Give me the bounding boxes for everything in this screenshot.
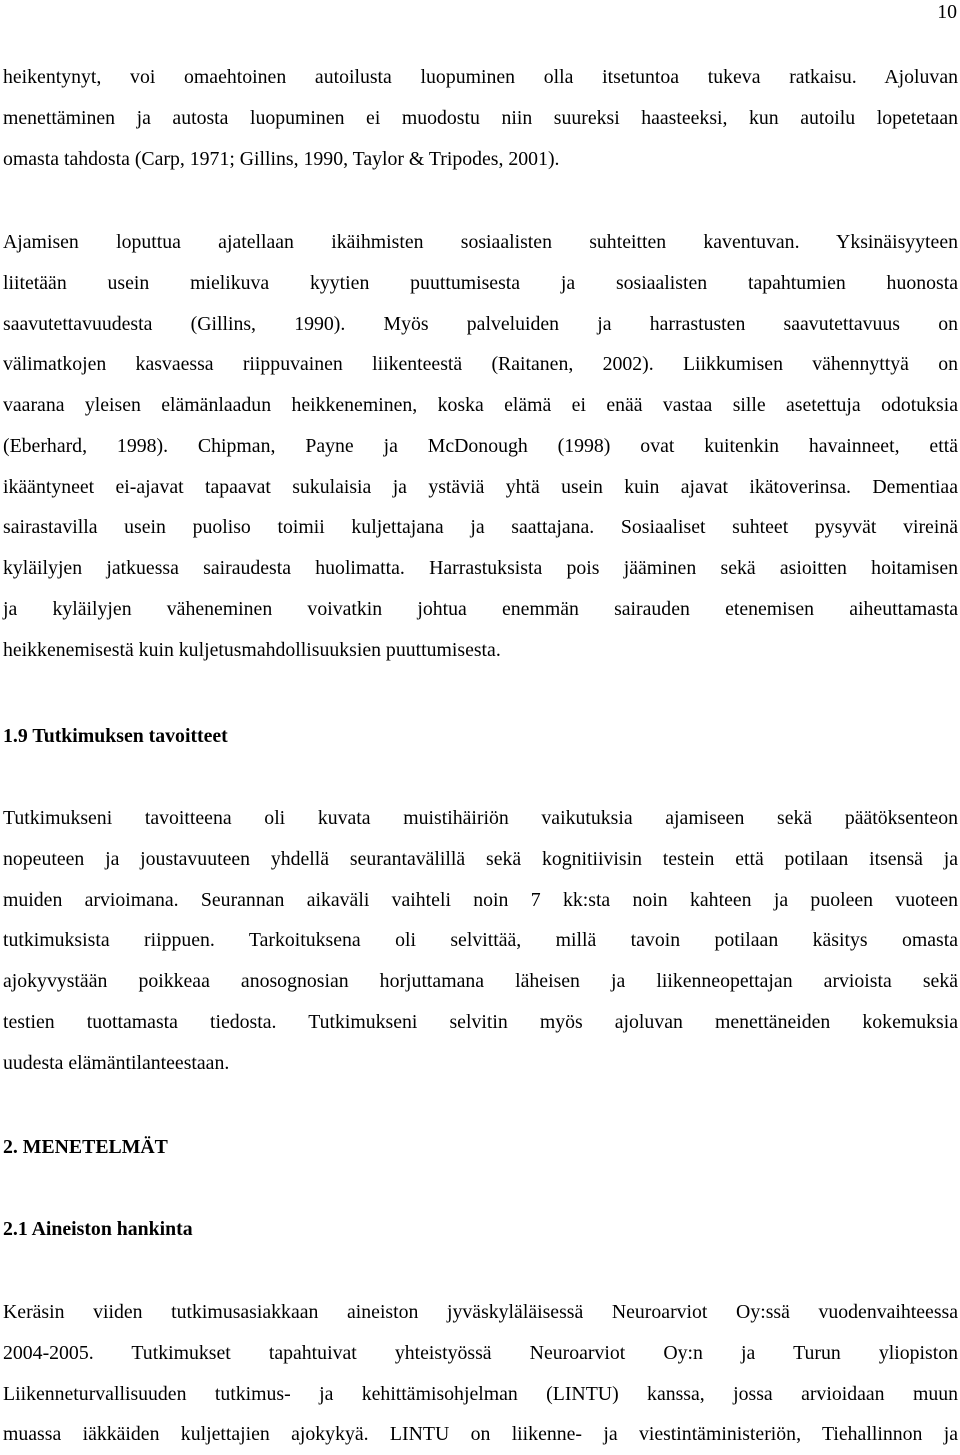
- paragraph-line: ja kyläilyjen väheneminen voivatkin johtua enemmän sairauden etenemisen aiheuttamasta: [3, 597, 958, 620]
- paragraph-line: tutkimuksista riippuen. Tarkoituksena oli selvittää, millä tavoin potilaan käsitys omasta: [3, 929, 958, 952]
- paragraph-line: testien tuottamasta tiedosta. Tutkimukseni selvitin myös ajoluvan menettäneiden kokemuksia: [3, 1010, 958, 1033]
- paragraph-3: [3, 798, 958, 1083]
- paragraph-line: kyläilyjen jatkuessa sairaudesta huolimatta. Harrastuksista pois jääminen sekä asioitten hoitamisen: [3, 557, 958, 579]
- paragraph-line: saavutettavuudesta (Gillins, 1990). Myös palveluiden ja harrastusten saavutettavuus on: [3, 312, 958, 335]
- paragraph-line: liitetään usein mielikuva kyytien puuttumisesta ja sosiaalisten tapahtumien huonosta: [3, 271, 958, 294]
- paragraph-line: Ajamisen loputtua ajatellaan ikäihmisten sosiaalisten suhteitten kaventuvan. Yksinäisyyteen: [3, 231, 958, 253]
- paragraph-4: [3, 1292, 958, 1455]
- paragraph-line: muiden arvioimana. Seurannan aikaväli vaihteli noin 7 kk:sta noin kahteen ja puoleen vuoteen: [3, 888, 958, 911]
- paragraph-line: vaarana yleisen elämänlaadun heikkeneminen, koska elämä ei enää vastaa sille asetettuja odotuksia: [3, 394, 958, 416]
- paragraph-line: heikentynyt, voi omaehtoinen autoilusta luopuminen olla itsetuntoa tukeva ratkaisu. Ajoluvan: [3, 66, 958, 88]
- section-heading-2: 2. MENETELMÄT: [3, 1136, 168, 1158]
- paragraph-line: nopeuteen ja joustavuuteen yhdellä seurantavälillä sekä kognitiivisin testein että potilaan itsensä ja: [3, 847, 958, 870]
- paragraph-line: heikkenemisestä kuin kuljetusmahdollisuuksien puuttumisesta.: [3, 638, 501, 661]
- paragraph-line: Liikenneturvallisuuden tutkimus- ja kehittämisohjelman (LINTU) kanssa, jossa arvioidaan muun: [3, 1382, 958, 1405]
- paragraph-line: Keräsin viiden tutkimusasiakkaan aineiston jyväskyläläisessä Neuroarviot Oy:ssä vuodenvaihteessa: [3, 1301, 958, 1323]
- paragraph-line: (Eberhard, 1998). Chipman, Payne ja McDonough (1998) ovat kuitenkin havainneet, että: [3, 434, 958, 457]
- paragraph-line: ajokyvystään poikkeaa anosognosian horjuttamana läheisen ja liikenneopettajan arvioista sekä: [3, 970, 958, 992]
- paragraph-line: sairastavilla usein puoliso toimii kuljettajana ja saattajana. Sosiaaliset suhteet pysyvät vireinä: [3, 516, 958, 539]
- paragraph-line: välimatkojen kasvaessa riippuvainen liikenteestä (Raitanen, 2002). Liikkumisen vähennyttyä on: [3, 353, 958, 376]
- paragraph-line: uudesta elämäntilanteestaan.: [3, 1051, 230, 1074]
- paragraph-line: ikääntyneet ei-ajavat tapaavat sukulaisia ja ystäviä yhtä usein kuin ajavat ikätoverinsa. Dementiaa: [3, 475, 958, 498]
- paragraph-2: [3, 222, 958, 670]
- paragraph-line: 2004-2005. Tutkimukset tapahtuivat yhteistyössä Neuroarviot Oy:n ja Turun yliopiston: [3, 1341, 958, 1364]
- page-number: 10: [937, 1, 957, 23]
- section-heading-2-1: 2.1 Aineiston hankinta: [3, 1218, 193, 1240]
- paragraph-line: omasta tahdosta (Carp, 1971; Gillins, 1990, Taylor & Tripodes, 2001).: [3, 147, 560, 170]
- paragraph-1: [3, 57, 958, 179]
- section-heading-1-9: 1.9 Tutkimuksen tavoitteet: [3, 725, 228, 747]
- paragraph-line: Tutkimukseni tavoitteena oli kuvata muistihäiriön vaikutuksia ajamiseen sekä päätöksenteon: [3, 807, 958, 829]
- paragraph-line: muassa iäkkäiden kuljettajien ajokykyä. LINTU on liikenne- ja viestintäministeriön, Tiehallinnon ja: [3, 1423, 958, 1446]
- paragraph-line: menettäminen ja autosta luopuminen ei muodostu niin suureksi haasteeksi, kun autoilu lopetetaan: [3, 106, 958, 129]
